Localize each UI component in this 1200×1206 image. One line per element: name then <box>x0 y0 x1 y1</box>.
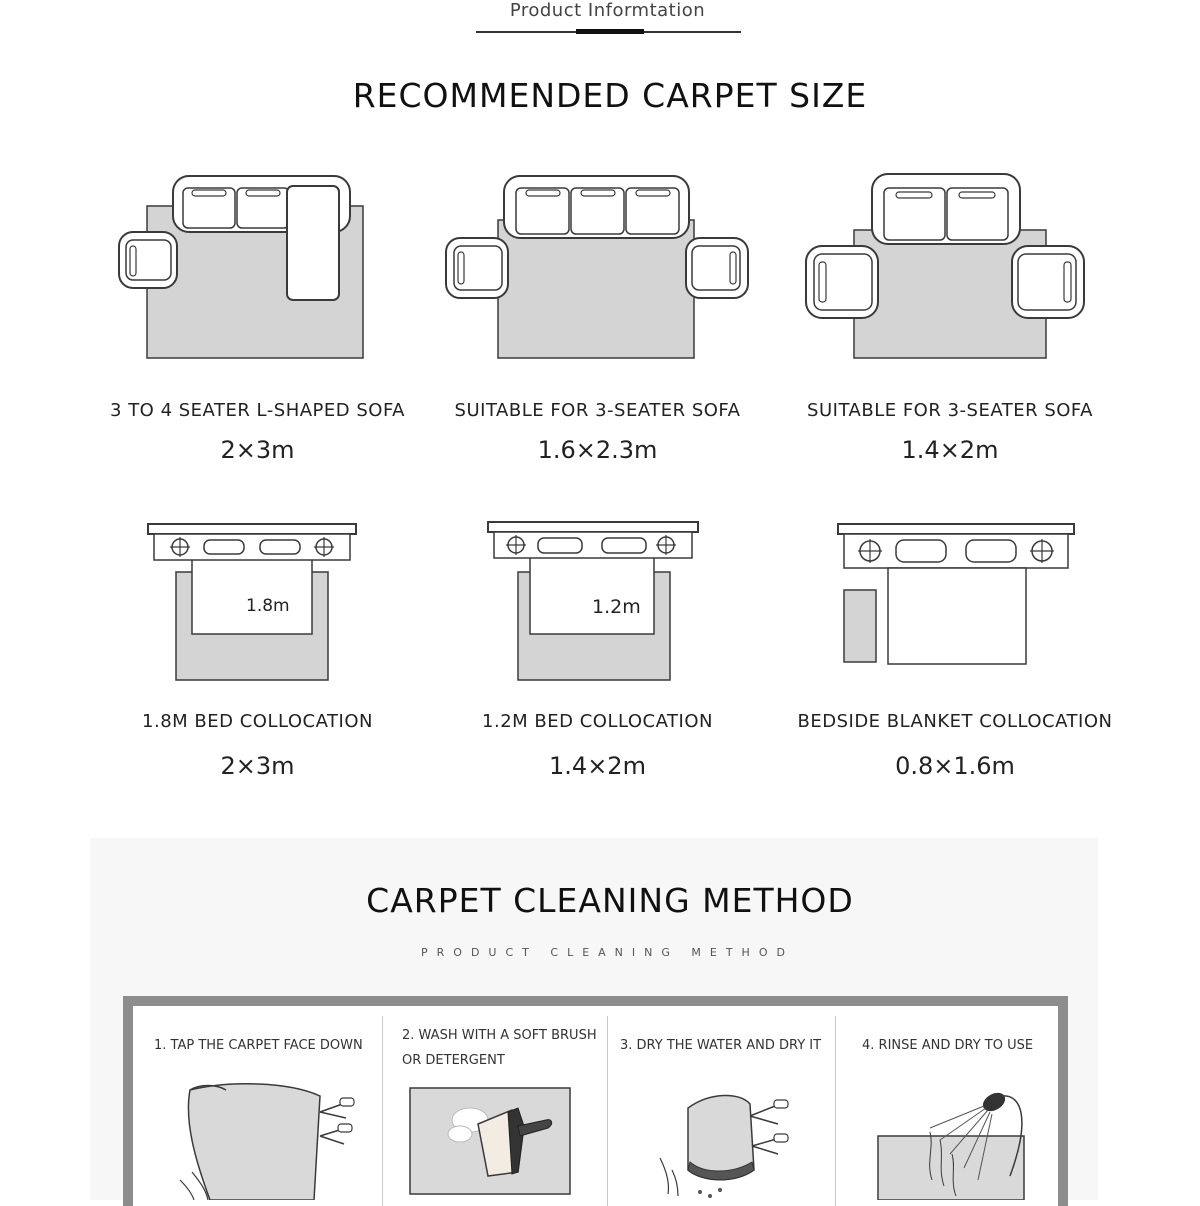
item-size: 2×3m <box>220 436 295 464</box>
cleaning-method-title: CARPET CLEANING METHOD <box>366 881 854 920</box>
three-seater-sofa-icon <box>440 168 760 368</box>
tap-carpet-icon <box>170 1072 370 1200</box>
item-caption: 1.8M BED COLLOCATION <box>142 711 373 732</box>
bedside-blanket-icon <box>830 516 1090 676</box>
item-caption: 1.2M BED COLLOCATION <box>482 711 713 732</box>
brush-icon <box>400 1080 600 1200</box>
item-size: 1.6×2.3m <box>537 436 658 464</box>
step-4-label: 4. RINSE AND DRY TO USE <box>862 1038 1034 1053</box>
step-divider <box>382 1016 383 1206</box>
item-size: 1.4×2m <box>901 436 999 464</box>
step-3-label: 3. DRY THE WATER AND DRY IT <box>620 1038 822 1053</box>
step-2-label-line2: OR DETERGENT <box>402 1053 505 1068</box>
product-info-tab[interactable]: Product Informtation <box>509 0 706 21</box>
item-caption: SUITABLE FOR 3-SEATER SOFA <box>807 400 1093 421</box>
step-divider <box>835 1016 836 1206</box>
tab-active-indicator <box>576 29 644 34</box>
two-seat-sofa-icon <box>800 168 1100 368</box>
step-2-label-line1: 2. WASH WITH A SOFT BRUSH <box>402 1028 597 1043</box>
shower-icon <box>860 1076 1050 1200</box>
dry-carpet-icon <box>630 1074 830 1200</box>
item-caption: 3 TO 4 SEATER L-SHAPED SOFA <box>110 400 405 421</box>
item-size: 0.8×1.6m <box>895 752 1015 780</box>
step-1-label: 1. TAP THE CARPET FACE DOWN <box>154 1038 363 1053</box>
item-caption: BEDSIDE BLANKET COLLOCATION <box>797 711 1113 732</box>
cleaning-method-subtitle: PRODUCT CLEANING METHOD <box>421 946 794 959</box>
item-size: 2×3m <box>220 752 295 780</box>
item-size: 1.4×2m <box>549 752 646 780</box>
step-divider <box>607 1016 608 1206</box>
bed-size-label: 1.2m <box>592 596 641 618</box>
bed-size-label: 1.8m <box>246 596 290 616</box>
l-shaped-sofa-icon <box>110 168 380 368</box>
item-caption: SUITABLE FOR 3-SEATER SOFA <box>454 400 741 421</box>
recommended-size-title: RECOMMENDED CARPET SIZE <box>352 76 868 115</box>
